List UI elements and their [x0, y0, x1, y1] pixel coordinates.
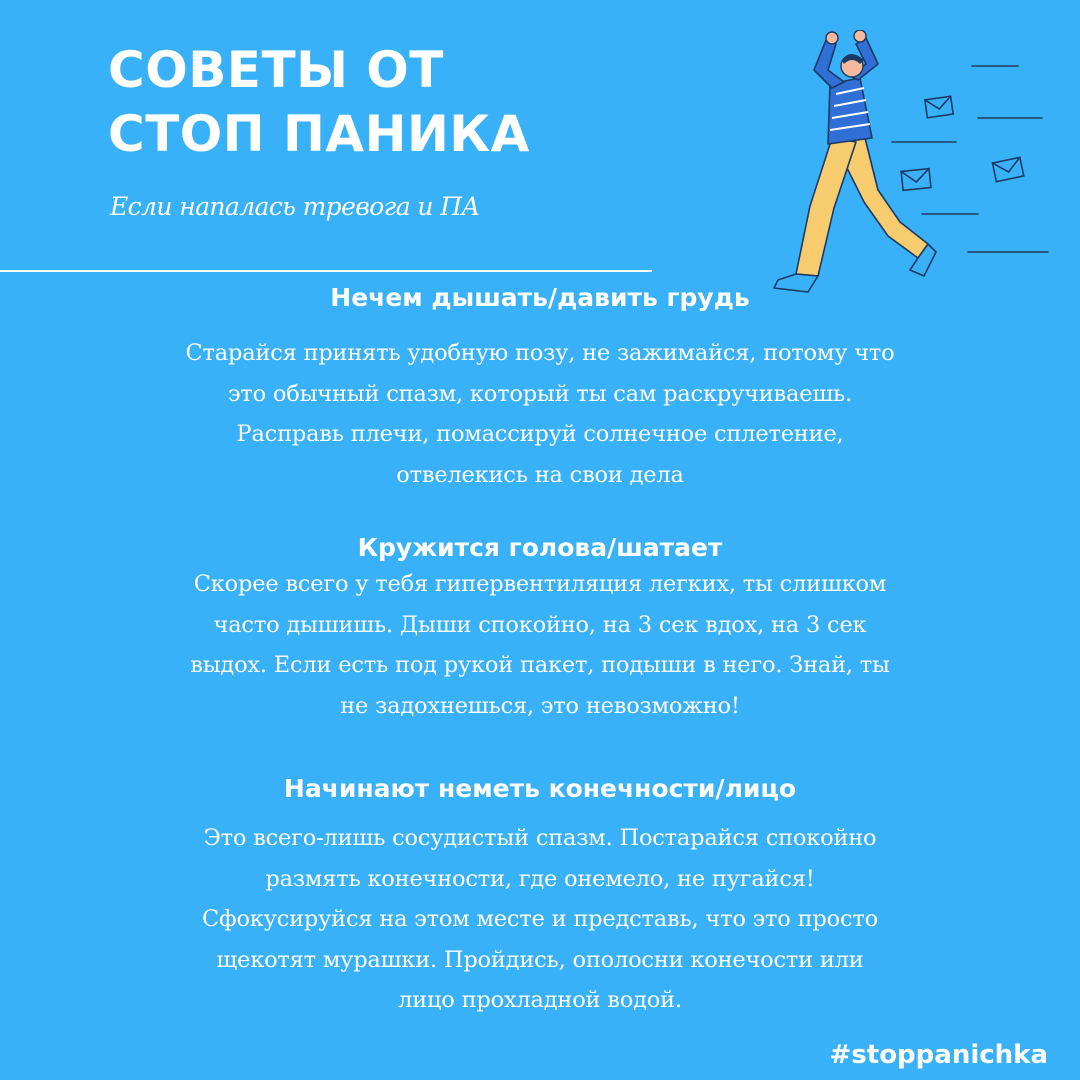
section-heading-dizziness: Кружится голова/шатает [357, 533, 723, 562]
section-body-breathing [90, 333, 990, 495]
running-person-illustration-icon [760, 30, 1060, 300]
title-line-2: СТОП ПАНИКА [108, 105, 530, 163]
body-line: это обычный спазм, который ты сам раскручиваешь. [227, 380, 853, 407]
body-line: Это всего-лишь сосудистый спазм. Постарайся спокойно [203, 825, 877, 851]
title-line-1: СОВЕТЫ ОТ [108, 41, 444, 99]
header-divider [0, 270, 652, 272]
page-subtitle: Если напалась тревога и ПА [110, 192, 480, 221]
section-heading-numbness: Начинают неметь конечности/лицо [283, 774, 797, 803]
body-line: размять конечности, где онемело, не пугайся! [265, 865, 815, 892]
section-heading-breathing: Нечем дышать/давить грудь [330, 283, 750, 312]
body-line: Скорее всего у тебя гипервентиляция легких, ты слишком [193, 571, 887, 597]
page-title [108, 38, 530, 166]
body-line: Старайся принять удобную позу, не зажимайся, потому что [185, 340, 895, 366]
body-line: отвелекись на свои дела [396, 461, 684, 488]
body-line: не задохнешься, это невозможно! [340, 692, 740, 719]
body-line: лицо прохладной водой. [398, 987, 682, 1013]
body-line: Расправь плечи, помассируй солнечное сплетение, [236, 421, 844, 447]
body-line: часто дышишь. Дыши спокойно, на 3 сек вдох, на 3 сек [213, 611, 867, 638]
section-body-dizziness [90, 564, 990, 726]
body-line: выдох. Если есть под рукой пакет, подыши в него. Знай, ты [190, 652, 890, 678]
body-line: Сфокусируйся на этом месте и представь, что это просто [202, 906, 878, 932]
section-body-numbness [90, 818, 990, 1021]
body-line: щекотят мурашки. Пройдись, ополосни конечости или [216, 946, 864, 973]
hashtag: #stoppanichka [829, 1040, 1048, 1070]
